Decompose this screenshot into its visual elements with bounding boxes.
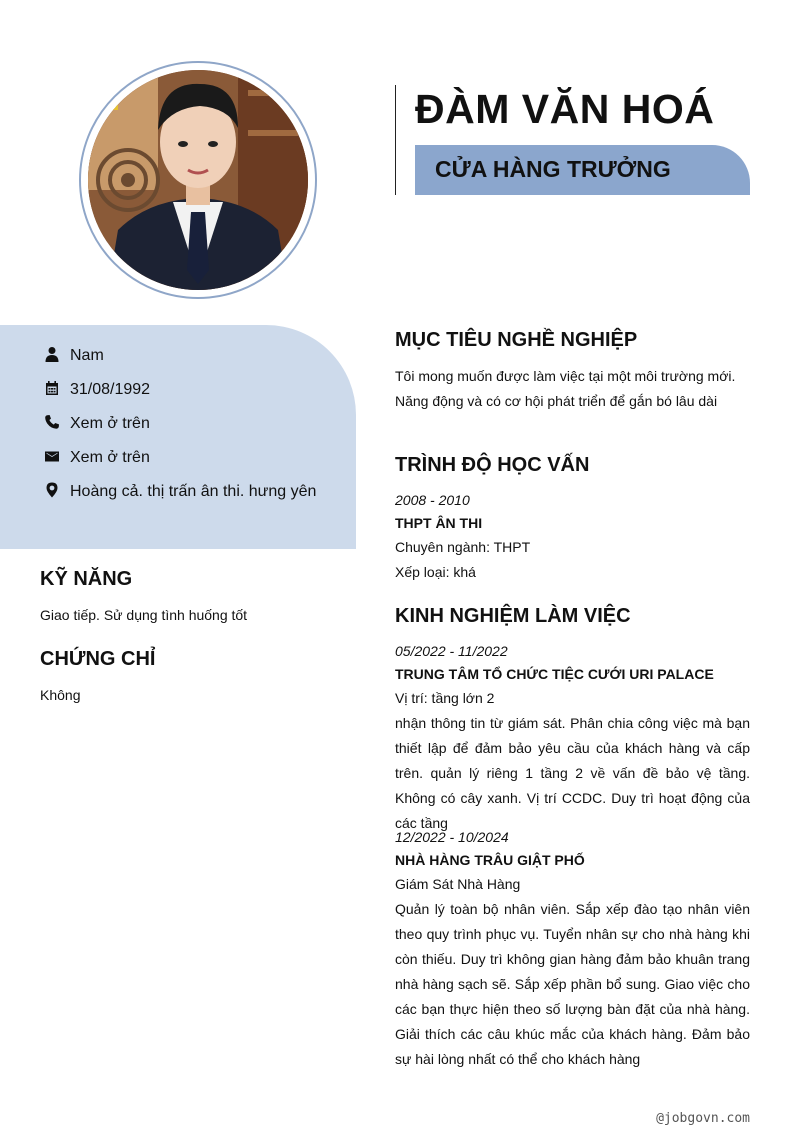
contact-gender-text: Nam [70,347,104,364]
position-banner [415,145,750,195]
contact-birthday [40,378,320,402]
contact-phone-text: Xem ở trên [70,415,150,432]
location-pin-icon [40,480,64,500]
contact-gender [40,344,320,368]
contact-address-text: Hoàng cả. thị trấn ân thi. hưng yên [70,483,317,500]
contact-address [40,480,320,504]
education-major: Chuyên ngành: THPT [395,539,531,555]
contact-email [40,446,320,470]
header-divider [395,85,396,195]
contact-phone [40,412,320,436]
profile-photo-illustration [88,70,308,290]
objective-heading: MỤC TIÊU NGHỀ NGHIỆP [395,329,638,351]
education-heading: TRÌNH ĐỘ HỌC VẤN [395,454,590,476]
objective-text: Tôi mong muốn được làm việc tại một môi trường mới. Năng động và có cơ hội phát triển để gắn bó lâu dài [395,368,736,409]
contact-email-text: Xem ở trên [70,449,150,466]
experience-2-period: 12/2022 - 10/2024 [395,829,509,845]
certificates-heading: CHỨNG CHỈ [40,648,156,670]
experience-1-company: TRUNG TÂM TỔ CHỨC TIỆC CƯỚI URI PALACE [395,666,714,682]
contact-birthday-text: 31/08/1992 [70,381,151,398]
position-title: CỬA HÀNG TRƯỞNG [435,156,671,182]
mail-icon [40,446,64,466]
watermark: @jobgovn.com [656,1111,750,1126]
experience-1-role: Vị trí: tầng lớn 2 [395,690,495,706]
skills-text: Giao tiếp. Sử dụng tình huống tốt [40,607,248,623]
skills-heading: KỸ NĂNG [40,568,133,590]
candidate-name: ĐÀM VĂN HOÁ [415,86,715,132]
phone-icon [40,412,64,432]
calendar-icon [40,378,64,398]
education-grade: Xếp loại: khá [395,564,476,580]
experience-heading: KINH NGHIỆM LÀM VIỆC [395,605,631,627]
experience-1-description: nhận thông tin từ giám sát. Phân chia công việc mà bạn thiết lập để đảm bảo yêu cầu của khách hàng và cấp trên. quản lý riêng 1 tầng 2 về vấn đề bảo vệ tầng. Không có cây xanh. Vị trí CCDC. Duy trì hoạt động của các tầng [395,715,750,831]
education-school: THPT ÂN THI [395,515,483,531]
experience-2-description: Quản lý toàn bộ nhân viên. Sắp xếp đào tạo nhân viên theo quy trình phục vụ. Tuyển nhân sự cho nhà hàng khi còn thiếu. Duy trì không gian hàng đảm bảo khuân trang nhà hàng sạch sẽ. Sắp xếp phần bổ sung. Giao việc cho các bạn thực hiện theo số lượng bàn đặt của nhà hàng. Giải thích các câu khúc mắc của khách hàng. Đảm bảo sự hài lòng nhất có thể cho khách hàng [395,901,750,1067]
education-period: 2008 - 2010 [395,492,470,508]
person-icon [40,344,64,364]
experience-2-role: Giám Sát Nhà Hàng [395,876,521,892]
profile-photo [88,70,308,290]
certificates-text: Không [40,687,81,703]
experience-1-period: 05/2022 - 11/2022 [395,643,508,659]
experience-2-company: NHÀ HÀNG TRÂU GIẬT PHỐ [395,852,585,868]
